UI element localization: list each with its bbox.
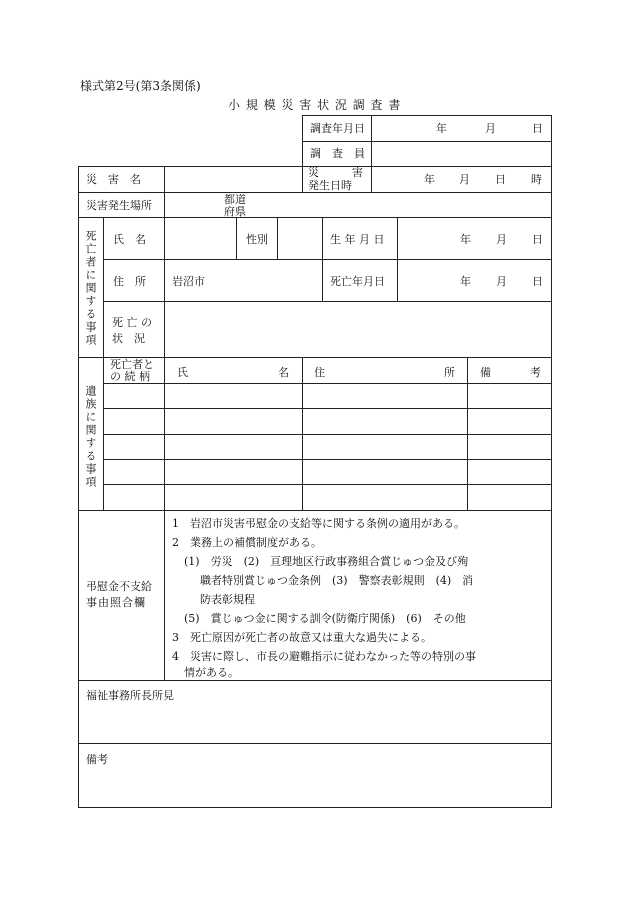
divider bbox=[302, 166, 303, 192]
divider bbox=[236, 217, 237, 259]
death-status-label-top: 死 亡 の bbox=[112, 316, 152, 329]
birth-day: 日 bbox=[532, 233, 543, 246]
exclusion-subitem-line: (5) 賞じゅつ金に関する訓令(防衛庁関係) (6) その他 bbox=[184, 612, 466, 625]
death-status-field[interactable] bbox=[166, 303, 548, 355]
sex-field[interactable] bbox=[279, 219, 320, 257]
divider bbox=[302, 141, 551, 142]
exclusion-subitem-line: (1) 労災 (2) 亘理地区行政事務組合賞じゅつ金及び殉 bbox=[184, 555, 469, 568]
divider bbox=[164, 166, 165, 192]
disaster-place-field[interactable] bbox=[260, 194, 548, 215]
deceased-address-label: 住 所 bbox=[113, 275, 146, 288]
birth-date-label: 生 年 月 日 bbox=[330, 233, 385, 246]
divider bbox=[103, 217, 104, 357]
exclusion-item-4: 4 災害に際し、市長の避難指示に従わなかった等の特別の事 bbox=[172, 650, 476, 663]
disaster-place-label: 災害発生場所 bbox=[86, 199, 152, 212]
occur-label-top: 災 害 bbox=[308, 166, 363, 179]
family-row[interactable] bbox=[105, 410, 549, 433]
family-note-header-a: 備 bbox=[480, 366, 491, 379]
divider bbox=[78, 510, 551, 511]
death-date-label: 死亡年月日 bbox=[330, 275, 385, 288]
divider bbox=[78, 217, 551, 218]
family-row[interactable] bbox=[105, 385, 549, 407]
divider bbox=[164, 217, 165, 357]
deceased-name-field[interactable] bbox=[166, 219, 234, 257]
welfare-opinion-field[interactable] bbox=[80, 705, 548, 741]
exclusion-label-top: 弔慰金不支給 bbox=[86, 580, 152, 593]
deceased-name-label: 氏 名 bbox=[113, 233, 146, 246]
divider bbox=[164, 192, 165, 217]
birth-year: 年 bbox=[460, 233, 471, 246]
divider bbox=[103, 408, 551, 409]
divider bbox=[78, 192, 551, 193]
prefecture-label-top: 都道 bbox=[224, 193, 246, 206]
survey-date-field[interactable] bbox=[373, 117, 549, 140]
occur-month: 月 bbox=[459, 173, 470, 186]
survey-date-label: 調査年月日 bbox=[310, 122, 365, 135]
prefecture-label-bottom: 府県 bbox=[224, 205, 246, 218]
divider bbox=[103, 459, 551, 460]
survey-date-month: 月 bbox=[485, 122, 496, 135]
family-note-header-b: 考 bbox=[530, 366, 541, 379]
occur-year: 年 bbox=[424, 173, 435, 186]
form-number: 様式第2号(第3条関係) bbox=[80, 79, 201, 93]
exclusion-subitem-line: 職者特別賞じゅつ金条例 (3) 警察表彰規則 (4) 消 bbox=[200, 574, 474, 587]
divider bbox=[371, 115, 372, 166]
divider bbox=[78, 680, 551, 681]
death-month: 月 bbox=[496, 275, 507, 288]
sex-label: 性別 bbox=[246, 233, 268, 246]
divider bbox=[103, 259, 551, 260]
family-row[interactable] bbox=[105, 461, 549, 483]
divider bbox=[78, 743, 551, 744]
remarks-label: 備考 bbox=[86, 753, 108, 766]
exclusion-subitem-line: 防表彰規程 bbox=[200, 593, 255, 606]
exclusion-item-1: 1 岩沼市災害弔慰金の支給等に関する条例の適用がある。 bbox=[172, 517, 465, 530]
divider bbox=[103, 434, 551, 435]
deceased-address-value[interactable]: 岩沼市 bbox=[172, 275, 205, 288]
death-day: 日 bbox=[532, 275, 543, 288]
death-year: 年 bbox=[460, 275, 471, 288]
divider bbox=[371, 166, 372, 192]
birth-month: 月 bbox=[496, 233, 507, 246]
relation-label-top: 死亡者と bbox=[110, 358, 154, 371]
family-name-header-a: 氏 bbox=[177, 366, 188, 379]
surveyor-label: 調 査 員 bbox=[310, 147, 365, 160]
family-row[interactable] bbox=[105, 436, 549, 458]
surveyor-field[interactable] bbox=[373, 143, 549, 164]
occur-hour: 時 bbox=[531, 173, 542, 186]
exclusion-item-3: 3 死亡原因が死亡者の故意又は重大な過失による。 bbox=[172, 631, 432, 644]
deceased-section-label: 死亡者に関する事項 bbox=[84, 230, 97, 347]
divider bbox=[103, 484, 551, 485]
exclusion-label-bottom: 事由照合欄 bbox=[86, 596, 146, 609]
disaster-name-field[interactable] bbox=[166, 168, 300, 190]
family-address-header-a: 住 bbox=[314, 366, 325, 379]
family-row[interactable] bbox=[105, 486, 549, 508]
survey-date-day: 日 bbox=[532, 122, 543, 135]
occur-day: 日 bbox=[495, 173, 506, 186]
family-section-label: 遺族に関する事項 bbox=[84, 385, 97, 489]
family-address-header-b: 所 bbox=[444, 366, 455, 379]
family-name-header-b: 名 bbox=[278, 366, 289, 379]
disaster-name-label: 災 害 名 bbox=[86, 173, 141, 186]
page-title: 小 規 模 災 害 状 況 調 査 書 bbox=[228, 98, 402, 112]
divider bbox=[103, 383, 551, 384]
death-status-label-bottom: 状 況 bbox=[112, 332, 145, 345]
divider bbox=[277, 217, 278, 259]
welfare-opinion-label: 福祉事務所長所見 bbox=[86, 689, 174, 702]
relation-label-bottom: の 続 柄 bbox=[110, 370, 150, 383]
divider bbox=[164, 510, 165, 680]
occur-label-bottom: 発生日時 bbox=[308, 179, 352, 192]
remarks-field[interactable] bbox=[80, 768, 548, 804]
survey-date-year: 年 bbox=[436, 122, 447, 135]
divider bbox=[103, 301, 551, 302]
exclusion-item-4-cont: 情がある。 bbox=[184, 666, 239, 679]
exclusion-item-2: 2 業務上の補償制度がある。 bbox=[172, 536, 322, 549]
